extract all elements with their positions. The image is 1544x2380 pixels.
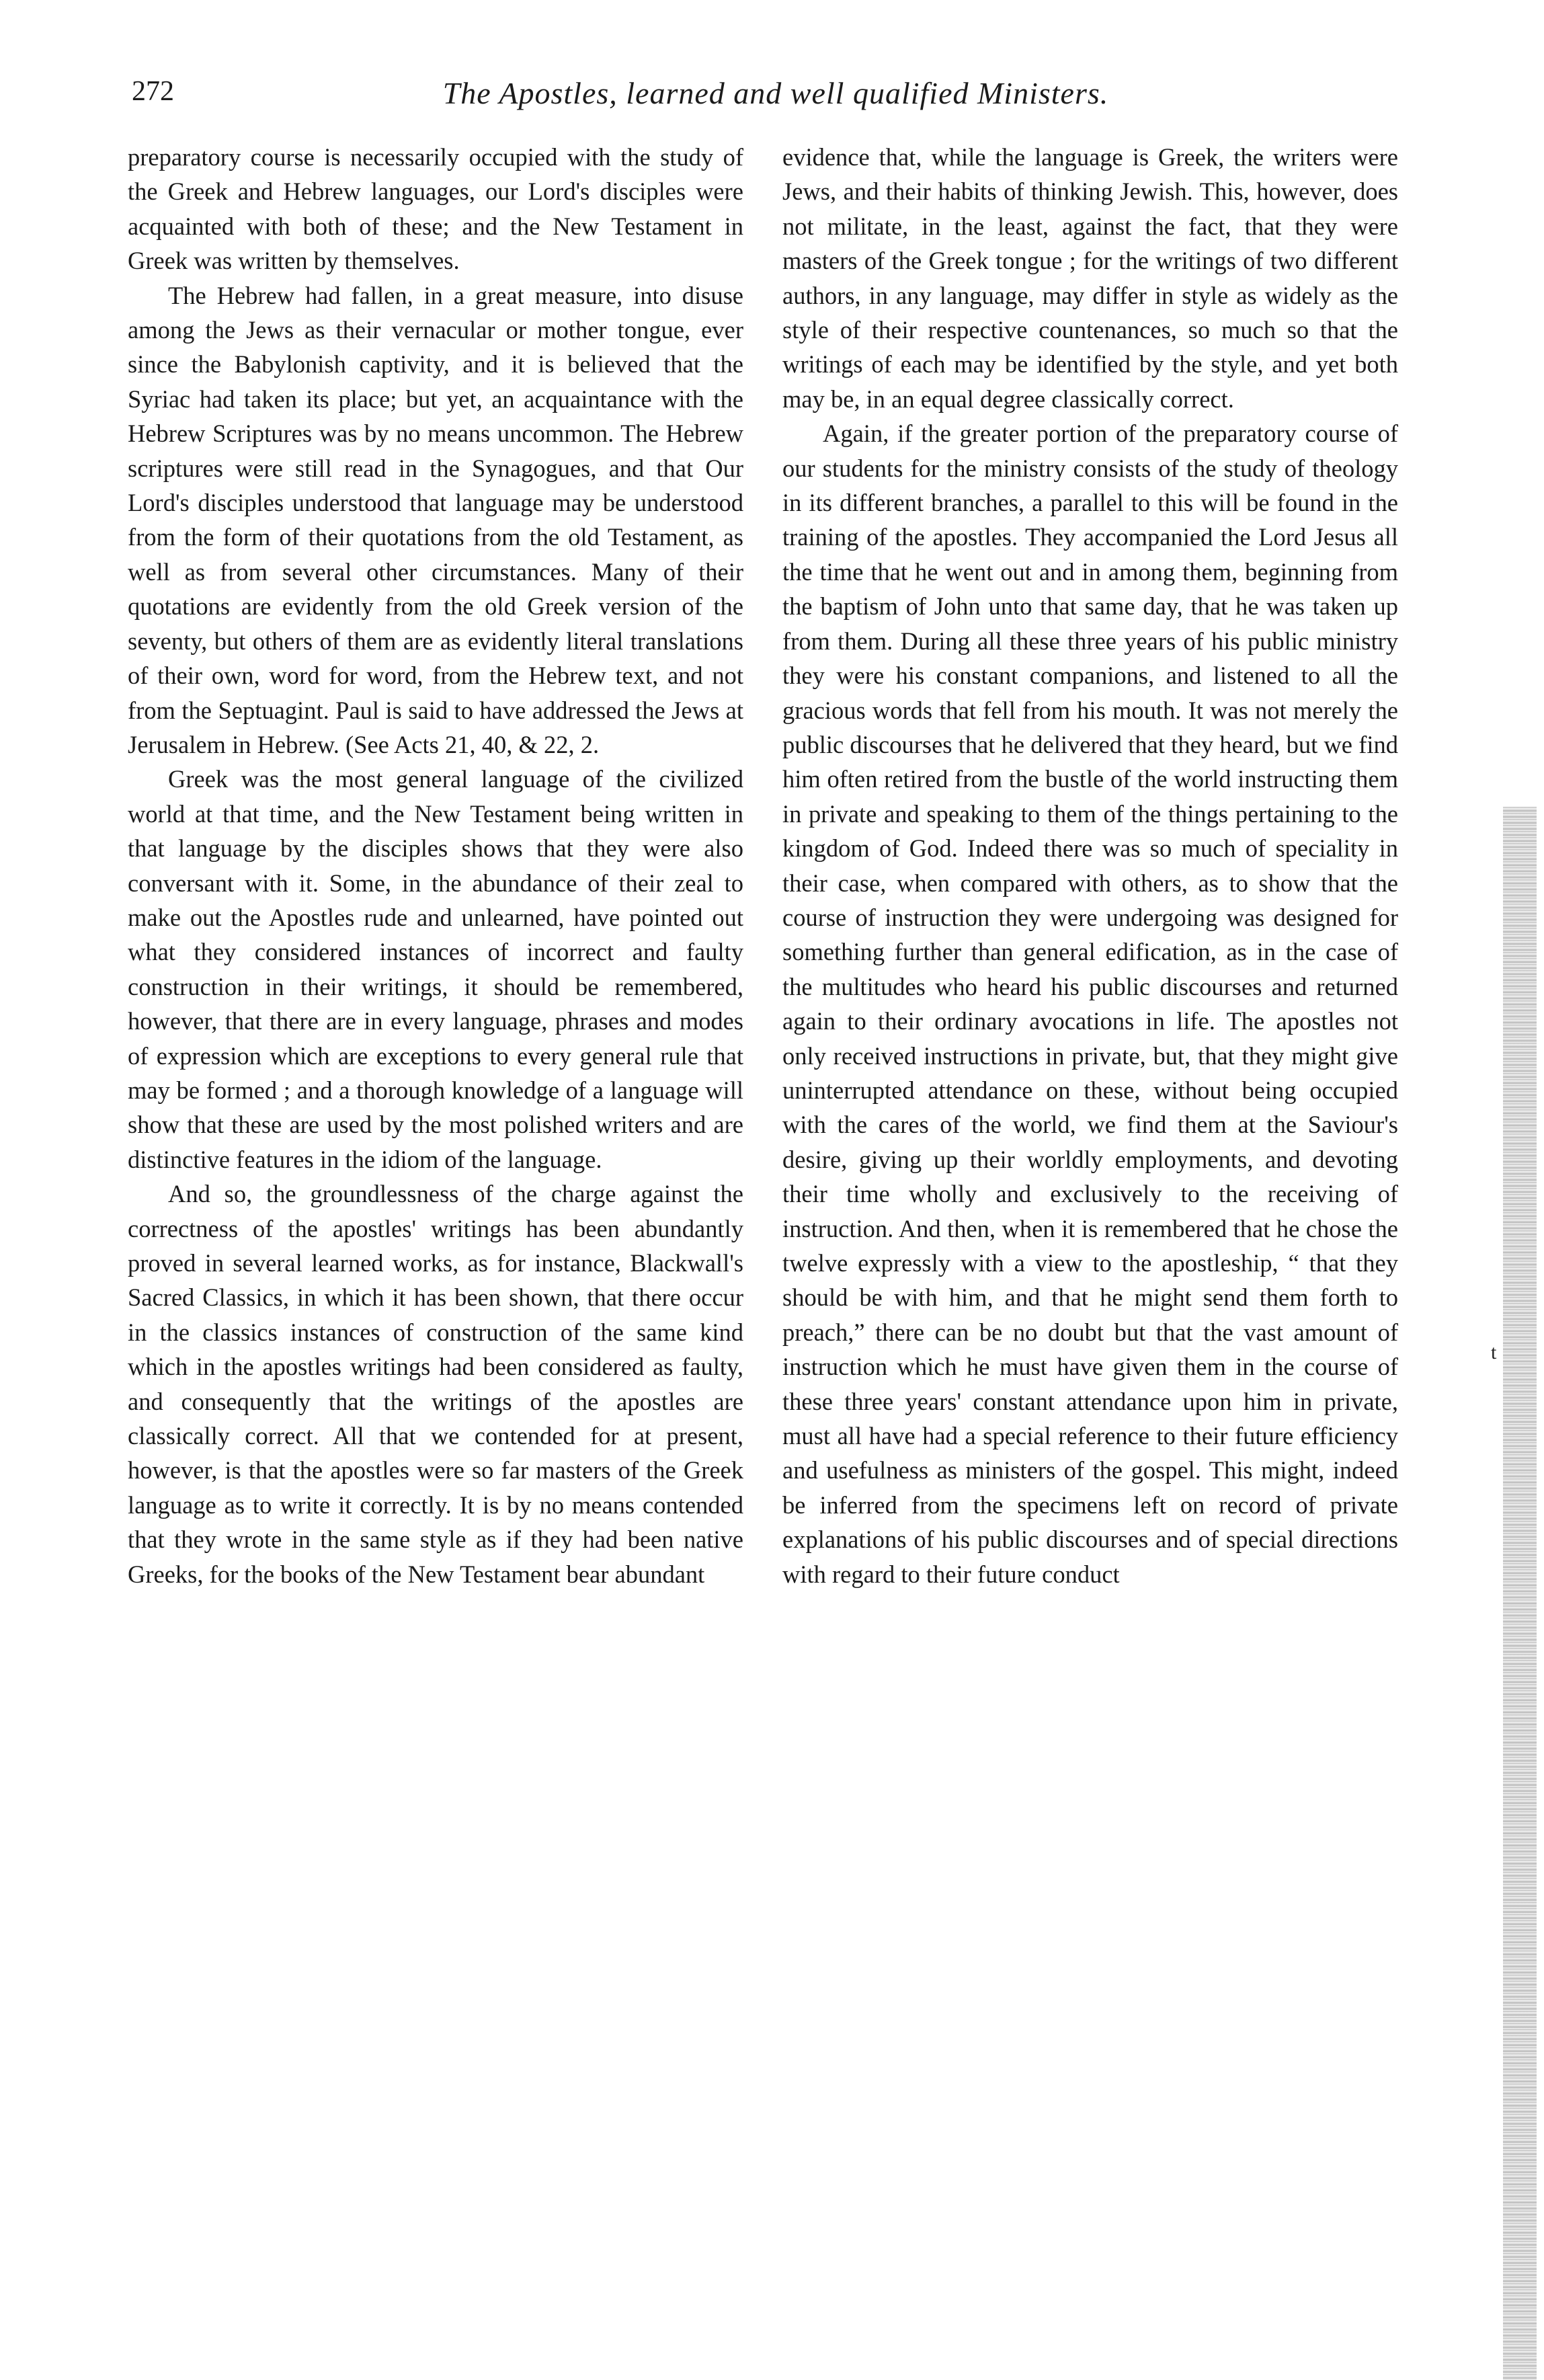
- paragraph: preparatory course is necessarily occupied with the study of the Greek and Hebrew languages, our Lord's disciples were acquainted with both of these; and the New Testament in Greek was written by themselves.: [128, 143, 743, 275]
- paragraph: evidence that, while the language is Greek, the writers were Jews, and their habits of thinking Jewish. This, however, does not militate, in the least, against the fact, that they were masters of the Greek tongue ; for the writings of two different authors, in any language, may differ in style as widely as the style of their respective countenances, so much so that the writings of each may be identified by the style, and yet both may be, in an equal degree classically correct.: [782, 143, 1398, 413]
- margin-mark: t: [1491, 1341, 1497, 1363]
- left-column: [128, 140, 743, 1591]
- paragraph: Greek was the most general language of the civilized world at that time, and the New Testament being written in that language by the disciples shows that they were also conversant with it. Some, in the abundance of their zeal to make out the Apostles rude and unlearned, have pointed out what they considered instances of incorrect and faulty construction in their writings, it should be remembered, however, that there are in every language, phrases and modes of expression which are exceptions to every general rule that may be formed ; and a thorough knowledge of a language will show that these are used by the most polished writers and are distinctive features in the idiom of the language.: [128, 765, 743, 1173]
- page-number: 272: [132, 76, 174, 107]
- running-title: The Apostles, learned and well qualified Ministers.: [442, 76, 1109, 110]
- paragraph: The Hebrew had fallen, in a great measure, into disuse among the Jews as their vernacular or mother tongue, ever since the Babylonish captivity, and it is believed that the Syriac had taken its place; but yet, an acquaintance with the Hebrew Scriptures was by no means uncommon. The Hebrew scriptures were still read in the Synagogues, and that Our Lord's disciples understood that language may be understood from the form of their quotations from the old Testament, as well as from several other circumstances. Many of their quotations are evidently from the old Greek version of the seventy, but others of them are as evidently literal translations of their own, word for word, from the Hebrew text, and not from the Septuagint. Paul is said to have addressed the Jews at Jerusalem in Hebrew. (See Acts 21, 40, & 22, 2.: [128, 281, 743, 758]
- paragraph: And so, the groundlessness of the charge against the correctness of the apostles' writings has been abundantly proved in several learned works, as for instance, Blackwall's Sacred Classics, in which it has been shown, that there occur in the classics instances of construction of the same kind which in the apostles writings had been considered as faulty, and consequently that the writings of the apostles are classically correct. All that we contended for at present, however, is that the apostles were so far masters of the Greek language as to write it correctly. It is by no means contended that they wrote in the same style as if they had been native Greeks, for the books of the New Testament bear abundant: [128, 1180, 743, 1588]
- scan-edge-artifact: [1503, 807, 1537, 2380]
- paragraph: Again, if the greater portion of the preparatory course of our students for the ministry consists of the study of theology in its different branches, a parallel to this will be found in the training of the apostles. They accompanied the Lord Jesus all the time that he went out and in among them, beginning from the baptism of John unto that same day, that he was taken up from them. During all these three years of his public ministry they were his constant companions, and listened to all the gracious words that fell from his mouth. It was not merely the public discourses that he delivered that they heard, but we find him often retired from the bustle of the world instructing them in private and speaking to them of the things pertaining to the kingdom of God. Indeed there was so much of speciality in their case, when compared with others, as to show that the course of instruction they were undergoing was designed for something further than general edification, as in the case of the multitudes who heard his public discourses and returned again to their ordinary avocations in life. The apostles not only received instructions in private, but, that they might give uninterrupted attendance on these, without being occupied with the cares of the world, we find them at the Saviour's desire, giving up their worldly employments, and devoting their time wholly and exclusively to the receiving of instruction. And then, when it is remembered that he chose the twelve expressly with a view to the apostleship, “ that they should be with him, and that he might send them forth to preach,” there can be no doubt but that the vast amount of instruction which he must have given them in the course of these three years' constant attendance upon him in private, must all have had a special reference to their future efficiency and usefulness as ministers of the gospel. This might, indeed be inferred from the specimens left on record of private explanations of his public discourses and of special directions with regard to their future conduct: [782, 420, 1398, 1588]
- running-head: [132, 75, 1420, 122]
- right-column: [782, 140, 1398, 1591]
